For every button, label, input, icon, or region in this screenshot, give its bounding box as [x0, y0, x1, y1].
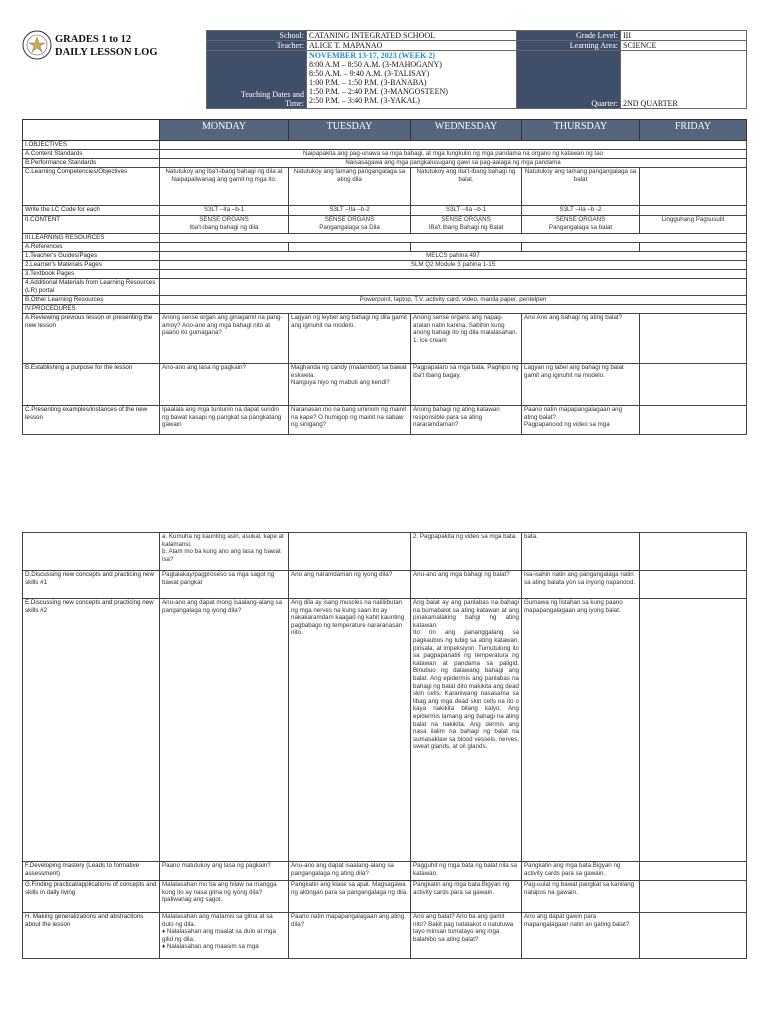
- title-dll: DAILY LESSON LOG: [55, 47, 158, 58]
- procedure-f-wed: Pagguhit ng mga bata ng balat nila sa katawan.: [411, 862, 522, 881]
- other-resources: Powerpoint, laptop, T.V.,activity card, video, manila paper, pentelpen: [160, 296, 747, 305]
- day-tuesday: TUESDAY: [289, 120, 411, 141]
- procedure-b-tue: Maghanda ng candy (malambot) sa bawat eskwela. Nanguya niyo ng mabuti ang kendi?: [289, 364, 411, 406]
- content-tue: SENSE ORGANS Pangangalaga sa Dila: [289, 216, 411, 234]
- day-thursday: THURSDAY: [522, 120, 640, 141]
- procedure-c-cont-wed: 2. Pagpapakita ng video sa mga bata.: [411, 533, 522, 571]
- school-label: School:: [207, 31, 307, 41]
- objectives-label: I.OBJECTIVES: [23, 141, 160, 150]
- lc-tue: S3LT –IIa –b-2: [289, 206, 411, 216]
- competency-fri: [640, 168, 747, 206]
- procedure-h-fri: [640, 913, 747, 959]
- procedure-a-tue: Lagyan ng leybel ang bahagi ng dila gamit ang iginuhit na modelo.: [289, 314, 411, 364]
- school-value: CATANING INTEGRATED SCHOOL: [307, 31, 517, 41]
- procedure-c-cont-label: [23, 533, 160, 571]
- area-value: SCIENCE: [621, 41, 747, 51]
- area-label: Learning Area:: [517, 41, 621, 51]
- lc-mon: S3LT –IIa –b-1: [160, 206, 289, 216]
- procedures-label: IV.PROCEDURES: [23, 305, 160, 314]
- procedure-c-tue: Naranasan mo na bang uminom ng mainit na kape? O humigop ng mainit na sabaw ng sinigang?: [289, 406, 411, 435]
- procedure-e-label: E.Discussing new concepts and practicing new skills #2: [23, 599, 160, 862]
- procedure-e-wed: Ang balat ay ang panlabas na bahagi na bumabalot sa ating katawan at ang pinakamalaking bahgi ng ating katawan. Ito rin ang pananggalang sa pagkaubos ng tubig sa ating katawan, pinsala, at impeksiyon. Tumutulong ito sa pagpapanatili ng temperatura ng katawan at pandama sa paligid. Binubuo ng dalawang bahagi ang balat. Ang epidermis ang panlabas na bahagi ng balat dito makikita ang dead skin cells. Karaniwang nasasama sa libag ang mga dead skin cells na ito o kaya nakikita bilang kalyo. Ang epidermis lamang ang bahagi na ating balat na nakikita. Ang dermis ang nasa ilalim na bahagi ng balat na sumasaklaw sa blood vessels, nerves, sweat glands, at oil glands.: [411, 599, 522, 862]
- time-slot: 1:50 P.M. – 2:40 P.M. (3-MANGOSTEEN): [309, 87, 448, 96]
- lm-value: SLM Q2 Module 3 pahina 1-15: [160, 261, 747, 270]
- procedure-f-thu: Pangkatin ang mga bata.Bigyan ng activity cards para sa gawain.: [522, 862, 640, 881]
- procedure-g-thu: Pag-uulat ng bawat pangkat sa kanilang natapos na gawain.: [522, 881, 640, 913]
- procedure-d-thu: Isa-isahin natin ang pangangalaga natin sa ating balata yon sa inyong napanood.: [522, 571, 640, 599]
- time-slot: 2:50 P.M. – 3:40 P.M. (3-YAKAL): [309, 96, 420, 105]
- procedure-g-tue: Pangkatin ang klase sa apat. Magsagawa ng aktingan para sa pangangalaga ng dila.: [289, 881, 411, 913]
- procedure-g-label: G.Finding practical/applications of concepts and skills in daily living: [23, 881, 160, 913]
- procedure-c-wed: Anong bahagi ng ating katawan responsible para sa ating nararamdaman?: [411, 406, 522, 435]
- procedure-a-thu: Ano Ano ang bahagi ng ating balat?: [522, 314, 640, 364]
- procedure-g-mon: Malalasahan mo ba ang hilaw na mangga kung ito ay nasa gitna ng iyong dila? Ipaliwanag ang sagot.: [160, 881, 289, 913]
- corner-cell: [23, 120, 160, 141]
- grade-label: Grade Level:: [517, 31, 621, 41]
- competencies-label: C.Learning Competencies/Objectives: [23, 168, 160, 206]
- tg-label: 1.Teacher's Guides/Pages: [23, 252, 160, 261]
- procedure-c-fri: [640, 406, 747, 435]
- procedure-d-tue: Ano ang naramdaman ng iyong dila?: [289, 571, 411, 599]
- procedure-f-mon: Paano matutukoy ang lasa ng pagkain?: [160, 862, 289, 881]
- procedure-g-fri: [640, 881, 747, 913]
- resources-label: III.LEARNING RESOURCES: [23, 234, 160, 243]
- procedure-d-wed: Anu-ano ang mga bahagi ng balat?: [411, 571, 522, 599]
- procedure-d-label: D.Discussing new concepts and practicing new skills #1: [23, 571, 160, 599]
- procedure-b-mon: Ano-ano ang lasa ng pagkain?: [160, 364, 289, 406]
- header: [22, 30, 746, 111]
- quarter-label: Quarter:: [517, 51, 621, 109]
- content-standards-label: A.Content Standards: [23, 150, 160, 159]
- procedure-a-label: A.Reviewing previous lesson or presenting the new lesson: [23, 314, 160, 364]
- performance-standards-label: B.Performance Standards: [23, 159, 160, 168]
- performance-standards: Naisasagawa ang mga pangkalusugang gawi sa pag-aalaga ng mga pandama: [160, 159, 747, 168]
- procedure-c-cont-mon: a. Kumuha ng kaunting asin, asukal, kape at kalamansi. b. Alam mo ba kung ano ang lasa ng bawat isa?: [160, 533, 289, 571]
- day-wednesday: WEDNESDAY: [411, 120, 522, 141]
- procedure-f-label: F.Developing mastery (Leads to formative assessment): [23, 862, 160, 881]
- teacher-label: Teacher:: [207, 41, 307, 51]
- procedure-d-mon: Pagtalakay/pagproseso sa mga sagot ng bawat pangkat: [160, 571, 289, 599]
- procedure-c-cont-fri: [640, 533, 747, 571]
- procedure-f-tue: Anu-ano ang dapat isaalang-alang sa pangangalaga ng ating dila?: [289, 862, 411, 881]
- tg-value: MELCS pahina 497: [160, 252, 747, 261]
- procedure-b-thu: Lagyan ng label ang bahagi ng balat gamit ang iginuhit na modelo.: [522, 364, 640, 406]
- content-standards: Naipapakita ang pag-unawa sa mga bahagi, at mga tungkulin ng mga pandama na organo ng katawan ng tao: [160, 150, 747, 159]
- lc-thu: S3LT –IIa –b -2: [522, 206, 640, 216]
- lesson-grid-part1: [22, 119, 746, 435]
- content-wed: SENSE ORGANS IBa't Ibang Bahagi ng Balat: [411, 216, 522, 234]
- dates-label-line1: Teaching Dates and: [241, 90, 304, 99]
- quarter-value: 2ND QUARTER: [621, 51, 747, 109]
- week-text: NOVEMBER 13-17, 2023 (WEEK 2): [309, 51, 435, 60]
- competency-wed: Natutukoy ang iba't-ibang bahagi ng balat.: [411, 168, 522, 206]
- day-friday: FRIDAY: [640, 120, 747, 141]
- grade-value: III: [621, 31, 747, 41]
- dates-value: [307, 51, 517, 109]
- time-slot: 8:00 A.M – 8:50 A.M. (3-MAHOGANY): [309, 60, 442, 69]
- procedure-c-thu: Paano natin mapapangalagaan ang ating balat? Pagpapanood ng video sa mga: [522, 406, 640, 435]
- content-thu: SENSE ORGANS Pangangalaga sa balat: [522, 216, 640, 234]
- dates-label: [207, 51, 307, 109]
- procedure-e-tue: Ang dila ay isang muscles na naliliibutan ng mga nerves na kung saan ito ay nakakaramdam kaagad ng kahit kaunting pagbabago ng temperature nararanasan nito.: [289, 599, 411, 862]
- procedure-a-mon: Anong sense organ ang ginagamit na pang-amoy? Ano-ano ang mga bahagi nito at paano ito gumagana?: [160, 314, 289, 364]
- procedure-a-fri: [640, 314, 747, 364]
- procedure-c-label: C.Presenting examples/instances of the new lesson: [23, 406, 160, 435]
- day-header-row: [23, 120, 747, 141]
- procedure-e-mon: Anu-ano ang dapat mong isaalang-alang sa pangangalaga ng iyong dila?: [160, 599, 289, 862]
- additional-materials-label: 4.Additional Materials from Learning Resources (LR) portal: [23, 279, 160, 296]
- lc-wed: S3LT –IIa –b-1: [411, 206, 522, 216]
- procedure-g-wed: Pangkatin ang mga bata.Bigyan ng activity cards para sa gawain.: [411, 881, 522, 913]
- procedure-a-wed: Anong sense organs ang napag-aralan natin kanina. Sabihin kung anong bahagi ito ng dila malalasahan. 1. ice cream: [411, 314, 522, 364]
- procedure-c-cont-thu: bata.: [522, 533, 640, 571]
- title-grades: GRADES 1 to 12: [55, 34, 132, 45]
- procedure-h-mon: Malalasahan ang matamis sa gitna at sa dulo ng dila. ♦ Nalalasahan ang maalat sa dulo at mga gilid ng dila. ♦ Nalalasahan ang maasim sa mga: [160, 913, 289, 959]
- dates-label-line2: Time:: [285, 99, 304, 108]
- procedure-e-thu: Gumawa ng listahan sa kung paano mapapangalagaan ang iyong balat.: [522, 599, 640, 862]
- time-slot: 8:50 A.M. – 9:40 A.M. (3-TALISAY): [309, 69, 430, 78]
- references-label: A.References: [23, 243, 160, 252]
- procedure-b-fri: [640, 364, 747, 406]
- lc-fri: [640, 206, 747, 216]
- header-info-table: [206, 30, 747, 109]
- procedure-b-wed: Pagpapalaro sa mga bata. Paghipo ng iba't ibang bagay.: [411, 364, 522, 406]
- procedure-h-label: H. Making generalizations and abstractions about the lesson: [23, 913, 160, 959]
- procedure-h-tue: Paano natin mapapangalagaan ang ating dila?: [289, 913, 411, 959]
- procedure-c-mon: Ipaalala ang mga tuntunin na dapat sundin ng bawat kasapi ng pangkat sa pangkatang gawain: [160, 406, 289, 435]
- lm-label: 2.Learner's Materials Pages: [23, 261, 160, 270]
- procedure-f-fri: [640, 862, 747, 881]
- time-slot: 1:00 P.M. – 1:50 P.M. (3-BANABA): [309, 78, 427, 87]
- procedure-b-label: B.Establishing a purpose for the lesson: [23, 364, 160, 406]
- day-monday: MONDAY: [160, 120, 289, 141]
- procedure-c-cont-tue: [289, 533, 411, 571]
- deped-seal-icon: [22, 30, 52, 60]
- competency-tue: Natutukoy ang tamang pangangalaga sa ating dila: [289, 168, 411, 206]
- procedure-h-wed: Ano ang balat? Ano ba ang gamit nito? Bakit pag natatakot o natutuwa tayo minsan tumatayo ang mga balahibo sa ating balat?: [411, 913, 522, 959]
- teacher-value: ALICE T. MAPANAO: [307, 41, 517, 51]
- procedure-d-fri: [640, 571, 747, 599]
- document-title: [55, 33, 158, 59]
- content-fri: Lingguhang Pagsusulit: [640, 216, 747, 234]
- procedure-e-fri: [640, 599, 747, 862]
- textbook-label: 3.Textbook Pages: [23, 270, 160, 279]
- content-label: II.CONTENT: [23, 216, 160, 234]
- other-resources-label: B.Other Learning Resources: [23, 296, 160, 305]
- lesson-grid-part2: [22, 532, 746, 959]
- content-mon: SENSE ORGANS Iba't-ibang bahagi ng dila: [160, 216, 289, 234]
- procedure-h-thu: Ano ang dapat gawin para mapangalagaan natin an gating balat?: [522, 913, 640, 959]
- lc-code-label: Write the LC Code for each: [23, 206, 160, 216]
- competency-mon: Natutukoy ang iba't-ibang bahagi ng dila at Naipapaliwanag ang gamit ng mga ito.: [160, 168, 289, 206]
- competency-thu: Natutukoy ang tamang pangangalaga sa balat: [522, 168, 640, 206]
